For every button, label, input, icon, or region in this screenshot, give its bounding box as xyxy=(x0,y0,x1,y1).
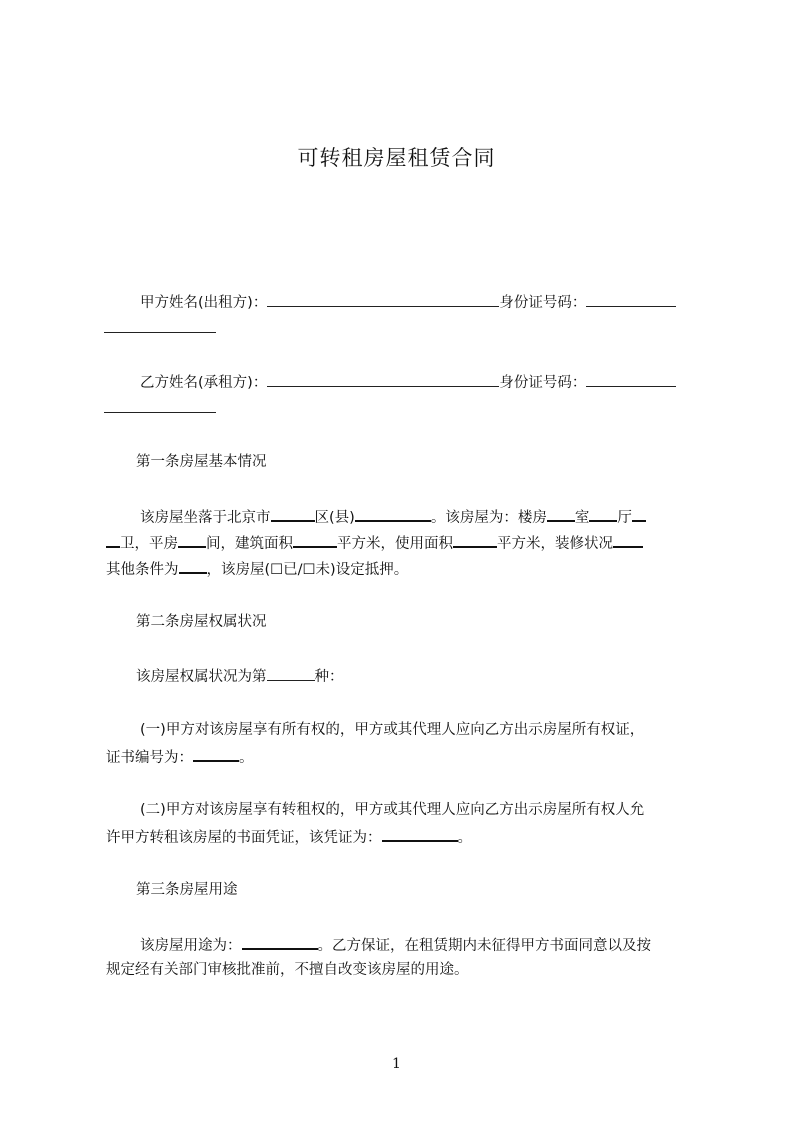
party-a-id-label: 身份证号码： xyxy=(499,295,587,311)
article1-text: 卫，平房 xyxy=(120,536,178,552)
article2-item1-line-2 xyxy=(106,746,254,768)
certificate-number-blank[interactable] xyxy=(193,746,239,762)
article2-line-1 xyxy=(136,666,344,687)
article3-text: 。乙方保证，在租赁期内未征得甲方书面同意以及按 xyxy=(317,938,651,954)
article2-text: 种： xyxy=(314,669,344,685)
usable-area-blank[interactable] xyxy=(453,532,497,548)
article3-line-2: 规定经有关部门审核批准前，不擅自改变该房屋的用途。 xyxy=(106,962,469,978)
baths-blank[interactable] xyxy=(632,506,646,522)
article1-text: 该房屋坐落于北京市 xyxy=(140,510,271,526)
article2-heading: 第二条房屋权属状况 xyxy=(136,614,267,630)
article1-text: 。该房屋为：楼房 xyxy=(430,510,547,526)
ownership-type-blank[interactable] xyxy=(267,666,315,681)
party-a-id-blank-cont[interactable] xyxy=(104,318,216,333)
decoration-blank[interactable] xyxy=(613,532,643,548)
party-a-name-blank[interactable] xyxy=(267,292,499,307)
building-area-blank[interactable] xyxy=(293,532,337,548)
article1-text: 区(县) xyxy=(314,510,355,526)
article1-text: 室 xyxy=(574,510,590,526)
article1-line-1 xyxy=(140,506,646,528)
party-b-id-label: 身份证号码： xyxy=(499,375,587,391)
party-b-line-2 xyxy=(104,398,216,419)
article2-text: 。 xyxy=(457,830,472,846)
article3-heading: 第三条房屋用途 xyxy=(136,882,238,898)
article1-text: 平方米，装修状况 xyxy=(497,536,613,552)
bungalow-rooms-blank[interactable] xyxy=(178,532,206,548)
county-address-blank[interactable] xyxy=(355,506,431,522)
article1-line-2 xyxy=(106,532,643,554)
document-title: 可转租房屋租赁合同 xyxy=(297,146,496,170)
party-b-id-blank[interactable] xyxy=(586,372,676,387)
article2-text: 该房屋权属状况为第 xyxy=(136,669,267,685)
article2-item2-line-2 xyxy=(106,826,472,848)
article2-text: 证书编号为： xyxy=(106,750,193,766)
article1-text: 其他条件为 xyxy=(106,562,179,578)
article1-text: 间，建筑面积 xyxy=(206,536,293,552)
article1-heading: 第一条房屋基本情况 xyxy=(136,454,267,470)
party-b-label: 乙方姓名(承租方)： xyxy=(140,375,268,391)
party-a-label: 甲方姓名(出租方)： xyxy=(140,295,268,311)
article2-item2-line-1: (二)甲方对该房屋享有转租权的，甲方或其代理人应向乙方出示房屋所有权人允 xyxy=(140,802,645,818)
party-b-line xyxy=(140,372,676,393)
other-conditions-blank[interactable] xyxy=(179,558,207,574)
halls-blank[interactable] xyxy=(589,506,617,522)
article1-text: ，该房屋(☐已/☐未)设定抵押。 xyxy=(206,562,409,578)
sublease-proof-blank[interactable] xyxy=(382,826,458,842)
rooms-blank[interactable] xyxy=(547,506,575,522)
baths-blank-cont[interactable] xyxy=(106,532,120,548)
article2-text: 许甲方转租该房屋的书面凭证，该凭证为： xyxy=(106,830,382,846)
party-a-id-blank[interactable] xyxy=(586,292,676,307)
article1-text: 厅 xyxy=(617,510,632,526)
article2-text: 。 xyxy=(239,750,254,766)
party-b-name-blank[interactable] xyxy=(267,372,499,387)
article3-text: 该房屋用途为： xyxy=(140,938,242,954)
party-a-line-2 xyxy=(104,318,216,339)
district-blank[interactable] xyxy=(271,506,315,522)
usage-blank[interactable] xyxy=(242,934,318,950)
article1-text: 平方米，使用面积 xyxy=(337,536,453,552)
article1-line-3 xyxy=(106,558,408,580)
article2-item1-line-1: (一)甲方对该房屋享有所有权的，甲方或其代理人应向乙方出示房屋所有权证， xyxy=(140,722,645,738)
party-a-line xyxy=(140,292,676,313)
page-number: 1 xyxy=(392,1056,401,1072)
party-b-id-blank-cont[interactable] xyxy=(104,398,216,413)
article3-line-1 xyxy=(140,934,651,956)
